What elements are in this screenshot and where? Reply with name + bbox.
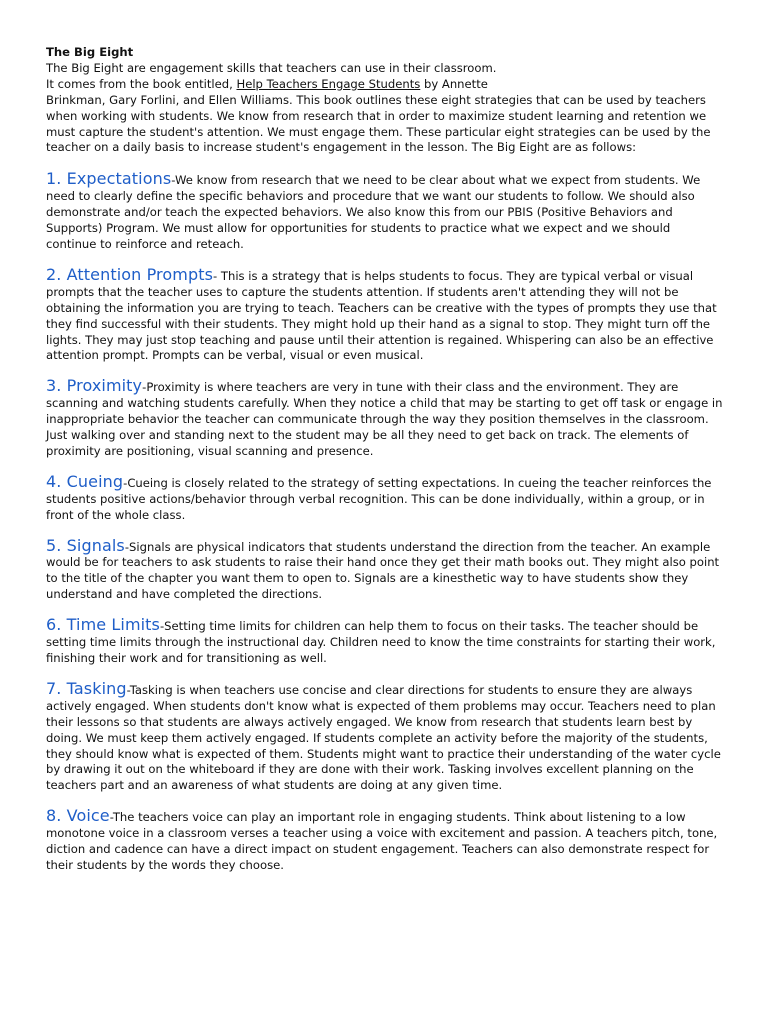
strategy-heading: 2. Attention Prompts (46, 264, 214, 284)
strategy-text: -We know from research that we need to be clear about what we expect from students. We need to clearly define the specific behaviors and procedure that we want our students to follow. We should also demonstrate and/or teach the expected behaviors. We also know this from our PBIS (Positive Behaviors and Supports) Program. We must allow for opportunities for students to practice what we expect and we should continue to reinforce and reteach. (46, 173, 701, 251)
strategy-heading: 1. Expectations (46, 169, 172, 189)
strategy-heading: 7. Tasking (46, 678, 127, 698)
strategy-tasking (46, 678, 724, 794)
book-title-link[interactable]: Help Teachers Engage Students (236, 76, 421, 91)
strategy-text: -Tasking is when teachers use concise and clear directions for students to ensure they are always actively engaged. When students don't know what is expected of them problems may occur. Teachers need to plan their lessons so that students are always actively engaged. We know from research that students learn best by doing. We must keep them actively engaged. If students complete an activity before the majority of the students, they should know what is expected of them. Students might want to practice their understanding of the water cycle by drawing it out on the whiteboard if they are done with their work. Tasking involves excellent planning on the teachers part and an awareness of what students are doing at any given time. (46, 682, 721, 793)
intro-paragraph: Brinkman, Gary Forlini, and Ellen Williams. This book outlines these eight strategies that can be used by teachers when working with students. We know from research that in order to maximize student learning and retention we must capture the student's attention. We must engage them. These particular eight strategies can be used by the teacher on a daily basis to increase student's engagement in the lesson. The Big Eight are as follows: (46, 92, 711, 155)
intro-line-2-after: by Annette (420, 76, 488, 91)
intro-line-2-before: It comes from the book entitled, (46, 76, 237, 91)
strategy-time-limits (46, 617, 724, 667)
strategy-signals (46, 535, 724, 604)
strategy-attention-prompts (46, 264, 724, 364)
strategy-heading: 5. Signals (46, 535, 125, 555)
intro-line-2 (46, 77, 724, 93)
strategy-text: -Setting time limits for children can help them to focus on their tasks. The teacher should be setting time limits through the instructional day. Children need to know the time constraints for starting their work, finishing their work and for transitioning as well. (46, 619, 716, 665)
strategy-cueing (46, 471, 724, 524)
document-title: The Big Eight (46, 45, 134, 59)
strategy-text: -Proximity is where teachers are very in tune with their class and the environment. They are scanning and watching students carefully. When they notice a child that may be starting to get off task or engage in inappropriate behavior the teacher can communicate through the way they position themselves in the classroom. Just walking over and standing next to the student may be all they need to get back on track. The elements of proximity are positioning, visual scanning and presence. (46, 380, 723, 458)
strategy-heading: 3. Proximity (46, 376, 143, 396)
strategy-text: - This is a strategy that is helps students to focus. They are typical verbal or visual prompts that the teacher uses to capture the students attention. If students aren't attending they will not be obtaining the information you are trying to teach. Teachers can be creative with the types of prompts they use that they find successful with their students. They might hold up their hand as a signal to stop. They might turn off the lights. They may just stop teaching and pause until their attention is regained. Whispering can also be an effective attention prompt. Prompts can be verbal, visual or even musical. (46, 268, 717, 363)
strategy-text: -The teachers voice can play an important role in engaging students. Think about listening to a low monotone voice in a classroom verses a teacher using a voice with excitement and passion. A teachers pitch, tone, diction and cadence can have a direct impact on student engagement. Teachers can also demonstrate respect for their students by the words they choose. (46, 810, 718, 872)
intro-line-1: The Big Eight are engagement skills that teachers can use in their classroom. (46, 60, 497, 75)
strategy-expectations (46, 171, 724, 253)
strategy-voice (46, 808, 724, 874)
strategy-heading: 8. Voice (46, 806, 110, 826)
strategy-heading: 6. Time Limits (46, 615, 160, 635)
strategy-text: -Cueing is closely related to the strategy of setting expectations. In cueing the teacher reinforces the students positive actions/behavior through verbal recognition. This can be done individually, within a group, or in front of the whole class. (46, 475, 712, 522)
intro-section (46, 61, 724, 156)
strategy-heading: 4. Cueing (46, 471, 124, 491)
strategy-text: -Signals are physical indicators that students understand the direction from the teacher. An example would be for teachers to ask students to raise their hand once they get their math books out. They might also point to the title of the chapter you want them to open to. Signals are a kinesthetic way to have students show they understand and have completed the directions. (46, 539, 720, 602)
strategy-proximity (46, 378, 724, 460)
